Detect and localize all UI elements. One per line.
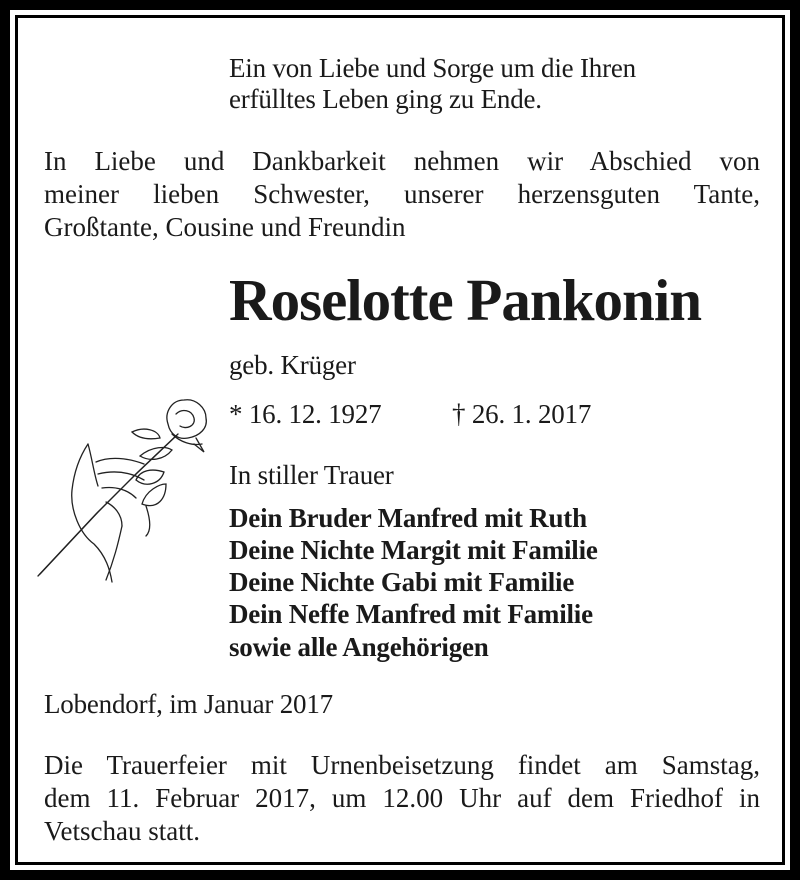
rose-in-hand-icon	[36, 394, 216, 584]
birth-date: * 16. 12. 1927	[229, 399, 382, 429]
intro-line-1: Ein von Liebe und Sorge um die Ihren	[229, 53, 636, 83]
farewell-line: meiner lieben Schwester, unserer herzensguten Tante,	[44, 179, 760, 209]
farewell-line: In Liebe und Dankbarkeit nehmen wir Abschied von	[44, 146, 760, 176]
mourner-line: sowie alle Angehörigen	[229, 632, 489, 662]
mourner-line: Dein Bruder Manfred mit Ruth	[229, 503, 587, 533]
mourner-line: Dein Neffe Manfred mit Familie	[229, 599, 593, 629]
mourner-line: Deine Nichte Margit mit Familie	[229, 535, 598, 565]
maiden-name: geb. Krüger	[229, 350, 356, 380]
mourner-line: Deine Nichte Gabi mit Familie	[229, 567, 575, 597]
mourners-heading: In stiller Trauer	[229, 460, 394, 490]
deceased-name: Roselotte Pankonin	[229, 267, 702, 333]
farewell-paragraph	[44, 145, 760, 244]
farewell-line: Großtante, Cousine und Freundin	[44, 212, 406, 242]
intro-line-2: erfülltes Leben ging zu Ende.	[229, 84, 542, 114]
place-date: Lobendorf, im Januar 2017	[44, 689, 333, 719]
death-date: † 26. 1. 2017	[452, 399, 592, 429]
ceremony-line: dem 11. Februar 2017, um 12.00 Uhr auf dem Friedhof in	[44, 783, 760, 813]
ceremony-line: Vetschau statt.	[44, 816, 200, 846]
ceremony-paragraph	[44, 749, 760, 848]
ceremony-line: Die Trauerfeier mit Urnenbeisetzung findet am Samstag,	[44, 750, 760, 780]
